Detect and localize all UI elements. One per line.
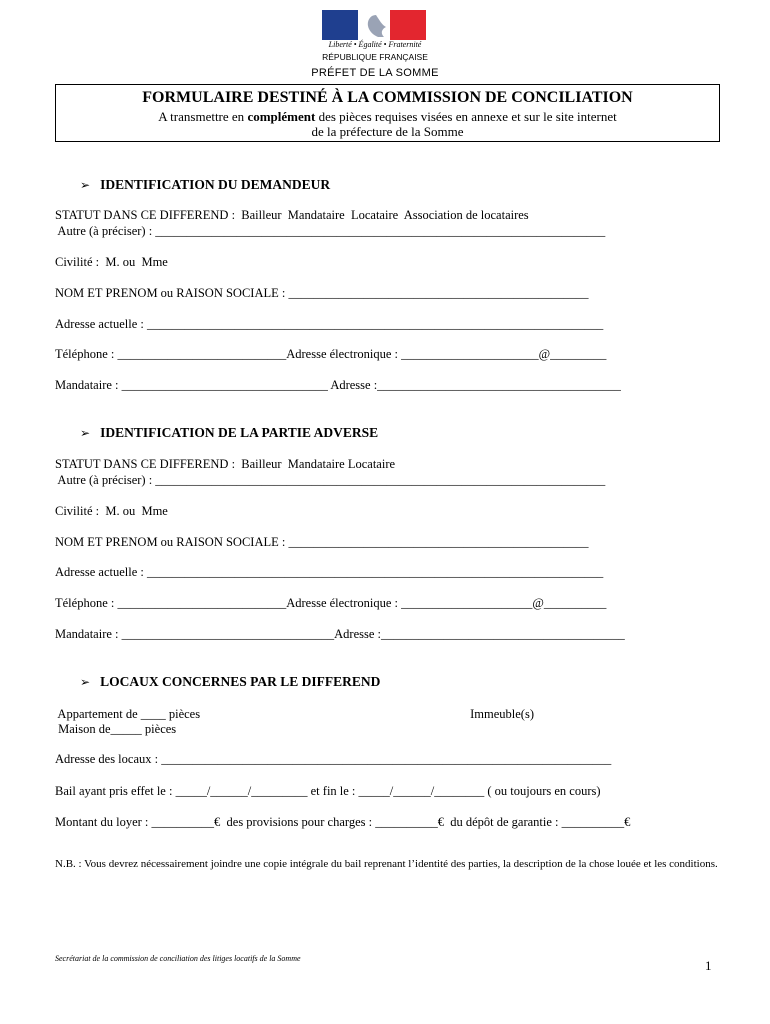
nom-field[interactable]: NOM ET PRENOM ou RAISON SOCIALE : ________________________________________________ [55, 535, 589, 549]
civilite-field[interactable]: Civilité : M. ou Mme [55, 255, 168, 269]
subtitle-part: des pièces requises visées en annexe et sur le site internet [315, 109, 617, 124]
footer-text: Secrétariat de la commission de conciliation des litiges locatifs de la Somme [55, 954, 301, 963]
subtitle-line2: de la préfecture de la Somme [311, 124, 464, 139]
appartement-field[interactable]: Appartement de ____ pièces [55, 707, 201, 721]
arrow-icon: ➢ [80, 178, 91, 192]
immeuble-field[interactable]: Immeuble(s) [467, 707, 534, 721]
telephone-field[interactable]: Téléphone : ___________________________Adresse électronique : _____________________@__________ [55, 596, 607, 610]
subtitle-bold: complément [247, 109, 316, 124]
marianne-icon [362, 13, 392, 39]
adresse-field[interactable]: Adresse actuelle : _________________________________________________________________________ [55, 565, 604, 579]
nb-note: N.B. : Vous devrez nécessairement joindre une copie intégrale du bail reprenant l’identité des parties, la description de la chose louée et les conditions. [55, 858, 718, 870]
maison-field[interactable]: Maison de_____ pièces [55, 722, 177, 736]
prefet-label: PRÉFET DE LA SOMME [311, 67, 439, 79]
page-title: FORMULAIRE DESTINÉ À LA COMMISSION DE CONCILIATION [142, 89, 633, 106]
motto: Liberté • Égalité • Fraternité [328, 40, 422, 49]
subtitle-part: A transmettre en [158, 109, 248, 124]
adresse-locaux-field[interactable]: Adresse des locaux : ________________________________________________________________________ [55, 752, 612, 766]
mandataire-field[interactable]: Mandataire : _________________________________ Adresse :_______________________________________ [55, 378, 621, 392]
mandataire-field[interactable]: Mandataire : __________________________________Adresse :_______________________________________ [55, 627, 625, 641]
loyer-field[interactable]: Montant du loyer : __________€ des provisions pour charges : __________€ du dépôt de garantie : __________€ [55, 815, 631, 829]
title-box [55, 84, 720, 142]
page-subtitle [56, 109, 719, 139]
section-heading-demandeur [80, 177, 330, 193]
statut-field[interactable]: STATUT DANS CE DIFFEREND : Bailleur Mandataire Locataire Association de locataires [55, 208, 529, 222]
civilite-field[interactable]: Civilité : M. ou Mme [55, 504, 168, 518]
page-number: 1 [705, 958, 712, 973]
section-heading-text: IDENTIFICATION DU DEMANDEUR [100, 177, 331, 192]
arrow-icon: ➢ [80, 675, 91, 689]
section-heading-text: LOCAUX CONCERNES PAR LE DIFFEREND [100, 674, 381, 689]
nom-field[interactable]: NOM ET PRENOM ou RAISON SOCIALE : ________________________________________________ [55, 286, 589, 300]
section-heading-adverse [80, 425, 378, 441]
republic-label: RÉPUBLIQUE FRANÇAISE [322, 52, 428, 62]
autre-field[interactable]: Autre (à préciser) : ________________________________________________________________________ [55, 473, 606, 487]
autre-field[interactable]: Autre (à préciser) : ________________________________________________________________________ [55, 224, 606, 238]
marianne-logo [322, 10, 426, 40]
adresse-field[interactable]: Adresse actuelle : _________________________________________________________________________ [55, 317, 604, 331]
section-heading-locaux [80, 674, 380, 690]
telephone-field[interactable]: Téléphone : ___________________________Adresse électronique : ______________________@_________ [55, 347, 607, 361]
statut-field[interactable]: STATUT DANS CE DIFFEREND : Bailleur Mandataire Locataire [55, 457, 396, 471]
bail-field[interactable]: Bail ayant pris effet le : _____/______/_________ et fin le : _____/______/________ ( ou toujours en cours) [55, 784, 601, 798]
arrow-icon: ➢ [80, 426, 91, 440]
section-heading-text: IDENTIFICATION DE LA PARTIE ADVERSE [100, 425, 379, 440]
